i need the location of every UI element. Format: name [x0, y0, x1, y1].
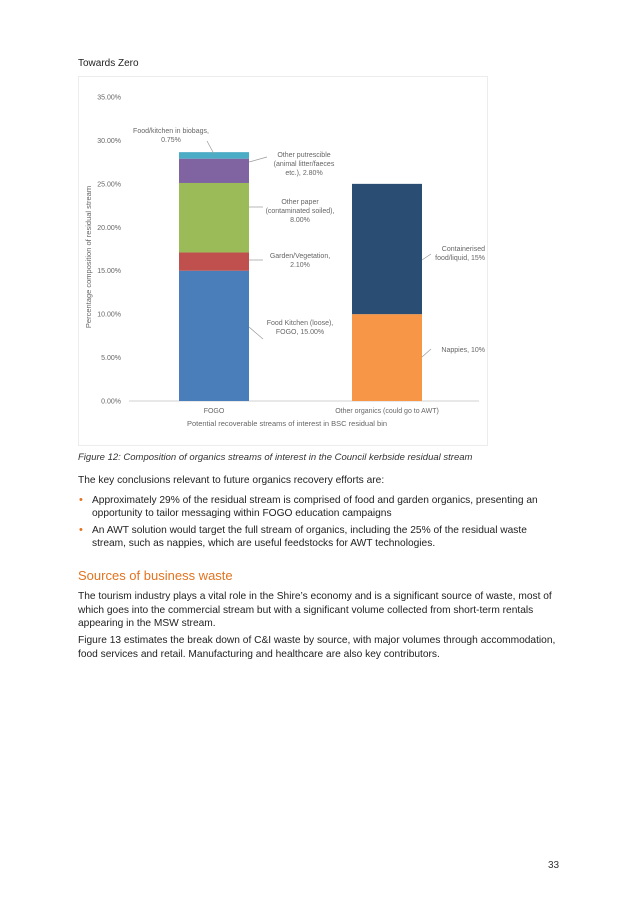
bar-segment: [179, 271, 249, 401]
paragraph: Figure 13 estimates the break down of C&I waste by source, with major volumes through accommodation, food services and retail. Manufacturing and healthcare are also key contributors.: [78, 635, 556, 660]
y-tick-label: 35.00%: [97, 94, 121, 102]
bar-segment: [179, 252, 249, 270]
list-item: [78, 524, 563, 550]
data-label: 0.75%: [161, 137, 181, 144]
y-axis-label: Percentage composition of residual stream: [84, 185, 93, 329]
conclusion-list: [78, 494, 563, 554]
list-item: [78, 494, 563, 520]
y-tick-label: 25.00%: [97, 181, 121, 189]
bullet-text: An AWT solution would target the full stream of organics, including the 25% of the residual waste stream, such as nappies, which are useful feedstocks for AWT technologies.: [92, 525, 527, 549]
leader-line: [422, 349, 431, 357]
data-label: etc.), 2.80%: [285, 170, 323, 177]
data-label: (animal litter/faeces: [273, 161, 335, 168]
section-title: Sources of business waste: [78, 568, 233, 583]
y-tick-label: 5.00%: [101, 355, 121, 363]
leader-line: [422, 254, 431, 260]
bar-segment: [179, 159, 249, 183]
bar-segment: [179, 183, 249, 252]
y-tick-label: 15.00%: [97, 268, 121, 276]
intro-text: The key conclusions relevant to future organics recovery efforts are:: [78, 475, 385, 486]
data-label: food/liquid, 15%: [435, 255, 485, 262]
bullet-text: Approximately 29% of the residual stream is comprised of food and garden organics, presenting an opportunity to tailor messaging within FOGO education campaigns: [92, 495, 538, 519]
bar-segment: [352, 184, 422, 314]
leader-line: [249, 157, 267, 162]
leader-line: [207, 141, 214, 154]
bar-segment: [179, 152, 249, 159]
organics-composition-chart: [78, 76, 488, 446]
figure-caption: Figure 12: Composition of organics streams of interest in the Council kerbside residual stream: [78, 452, 473, 463]
chart-svg: [79, 77, 487, 445]
data-label: 2.10%: [290, 262, 310, 269]
data-label: (contaminated soiled),: [265, 208, 335, 215]
data-label: Food/kitchen in biobags,: [133, 128, 209, 135]
data-label: Food Kitchen (loose),: [266, 320, 334, 327]
running-header: Towards Zero: [78, 58, 139, 69]
y-tick-label: 30.00%: [97, 137, 121, 145]
paragraph: The tourism industry plays a vital role in the Shire’s economy and is a significant source of waste, most of which goes into the commercial stream but with a significant volume collected from short-term rentals appearing in the MSW stream.: [78, 591, 552, 629]
data-label: Other paper: [281, 199, 319, 206]
bullet-icon: •: [79, 524, 83, 536]
y-tick-label: 0.00%: [101, 398, 121, 406]
y-tick-label: 10.00%: [97, 311, 121, 319]
data-label: FOGO, 15.00%: [275, 329, 325, 336]
bar-segment: [352, 314, 422, 401]
y-tick-label: 20.00%: [97, 224, 121, 232]
bullet-icon: •: [79, 494, 83, 506]
data-label: Other putrescible: [277, 152, 331, 159]
leader-line: [249, 327, 263, 339]
x-axis-label: Potential recoverable streams of interest in BSC residual bin: [186, 419, 388, 428]
x-tick-label: FOGO: [203, 408, 225, 415]
page-number: 33: [548, 860, 560, 871]
x-tick-label: Other organics (could go to AWT): [335, 408, 439, 415]
data-label: 8.00%: [290, 217, 310, 224]
data-label: Containerised: [441, 246, 485, 253]
data-label: Garden/Vegetation,: [269, 253, 331, 260]
data-label: Nappies, 10%: [441, 347, 485, 354]
